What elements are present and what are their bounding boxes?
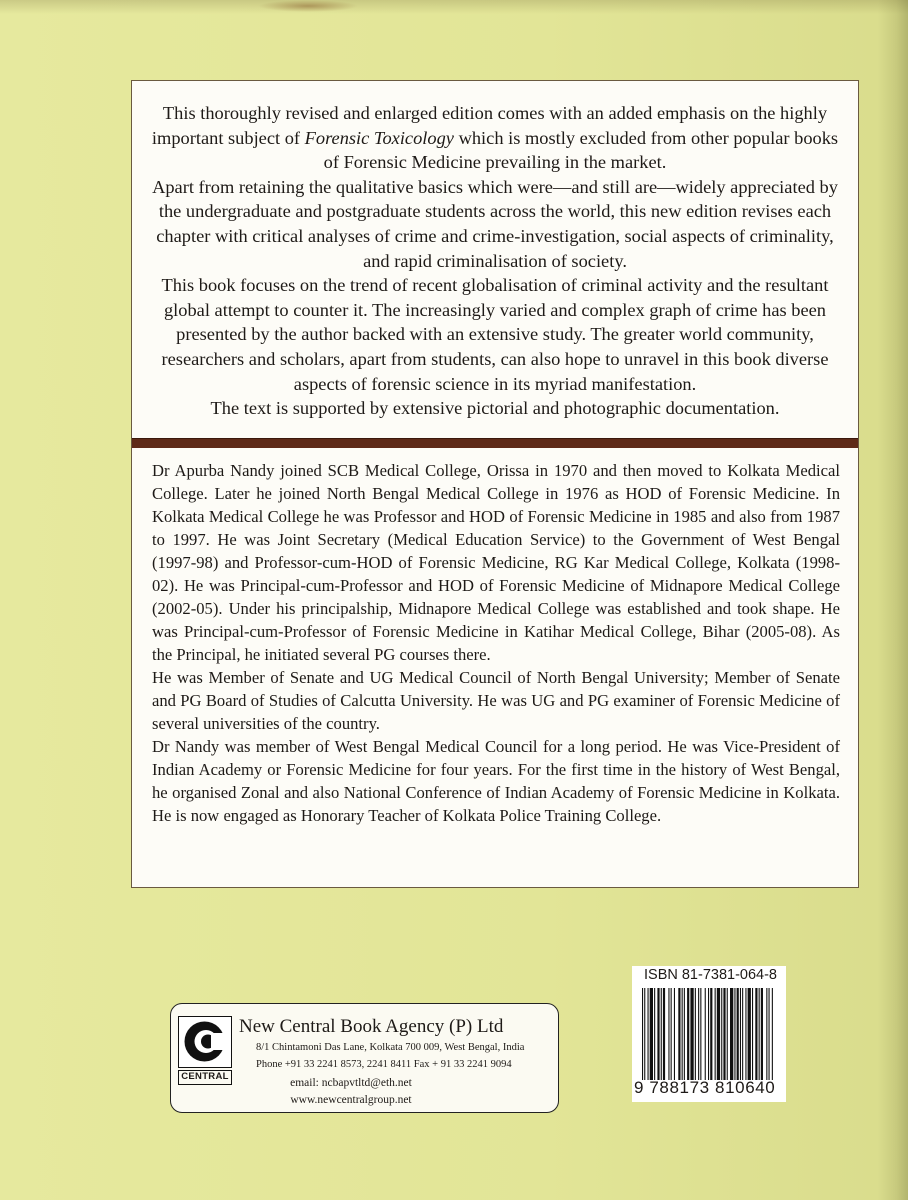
publisher-phone: Phone +91 33 2241 8573, 2241 8411 Fax + 91 33 2241 9094 — [256, 1059, 512, 1070]
barcode-bar — [668, 988, 669, 1080]
publisher-name: New Central Book Agency (P) Ltd — [239, 1016, 504, 1037]
barcode-bar — [740, 988, 741, 1080]
cover-stain — [258, 0, 358, 12]
barcode-bar — [695, 988, 696, 1080]
barcode-bar — [772, 988, 773, 1080]
isbn-barcode-block — [632, 966, 786, 1102]
publisher-logo-label: CENTRAL — [178, 1070, 232, 1085]
barcode-bar — [717, 988, 720, 1080]
barcode-bar — [715, 988, 716, 1080]
blurb-paragraph-2: Apart from retaining the qualitative basics which were—and still are—widely appreciated by the undergraduate and postgraduate students across the world, this new edition revises each chapter with critical analyses of crime and crime-investigation, social aspects of criminality, and rapid criminalisation of society. — [152, 176, 838, 271]
barcode-bar — [766, 988, 767, 1080]
barcode-bar — [700, 988, 701, 1080]
barcode-bar — [648, 988, 649, 1080]
barcode-bar — [682, 988, 683, 1080]
barcode-bar — [644, 988, 645, 1080]
bio-paragraph-3: Dr Nandy was member of West Bengal Medical Council for a long period. He was Vice-President of Indian Academy or Forensic Medicine for four years. For the first time in the history of West Bengal, he organised Zonal and also National Conference of Indian Academy of Forensic Medicine in Kolkata. He is now engaged as Honorary Teacher of Kolkata Police Training College. — [152, 737, 840, 825]
back-cover-text-panel — [131, 80, 859, 888]
book-blurb — [142, 101, 848, 421]
barcode-bar — [657, 988, 659, 1080]
barcode-bar — [661, 988, 662, 1080]
barcode-bar — [671, 988, 672, 1080]
publisher-address: 8/1 Chintamoni Das Lane, Kolkata 700 009, West Bengal, India — [256, 1042, 525, 1053]
barcode-bar — [737, 988, 739, 1080]
barcode-bar — [761, 988, 763, 1080]
barcode-bar — [710, 988, 712, 1080]
barcode-bar — [650, 988, 653, 1080]
barcode-bar — [663, 988, 665, 1080]
blurb-paragraph-3: This book focuses on the trend of recent globalisation of criminal activity and the resultant global attempt to counter it. The increasingly varied and complex graph of crime has been presented by the author backed with an extensive study. The greater world community, researchers and scholars, apart from students, can also hope to unravel in this book diverse aspects of forensic science in its myriad manifestation. — [161, 275, 829, 394]
barcode-bar — [748, 988, 751, 1080]
barcode-bar — [654, 988, 655, 1080]
publisher-logo-mark — [178, 1016, 232, 1068]
barcode-bar — [752, 988, 753, 1080]
barcode-bar — [698, 988, 699, 1080]
blurb-paragraph-4: The text is supported by extensive pictorial and photographic documentation. — [210, 398, 780, 419]
cover-right-edge — [878, 0, 908, 1200]
barcode-bar — [730, 988, 733, 1080]
section-divider — [132, 438, 858, 448]
barcode-bar — [678, 988, 680, 1080]
publisher-email: email: ncbapvtltd@eth.net — [290, 1077, 412, 1089]
barcode-bar — [755, 988, 757, 1080]
blurb-paragraph-1: This thoroughly revised and enlarged edition comes with an added emphasis on the highly important subject of Forensic Toxicology which is mostly excluded from other popular books of Forensic Medicine prevailing in the market. — [151, 103, 839, 173]
barcode-bar — [723, 988, 725, 1080]
barcode-bar — [721, 988, 722, 1080]
barcode-bar — [687, 988, 689, 1080]
barcode-bar — [690, 988, 693, 1080]
barcode-bar — [769, 988, 770, 1080]
isbn-label: ISBN 81-7381-064-8 — [644, 967, 777, 983]
author-bio — [152, 459, 840, 827]
barcode-bar — [708, 988, 709, 1080]
publisher-website: www.newcentralgroup.net — [290, 1094, 412, 1106]
barcode-bar — [734, 988, 735, 1080]
barcode-bar — [642, 988, 643, 1080]
publisher-info-box — [170, 1003, 559, 1113]
barcode-bar — [684, 988, 685, 1080]
barcode-bar — [674, 988, 675, 1080]
barcode-bars — [642, 988, 776, 1080]
publisher-logo — [178, 1016, 232, 1086]
isbn-digits: 9 788173 810640 — [634, 1078, 776, 1097]
barcode-bar — [705, 988, 706, 1080]
barcode-bar — [745, 988, 746, 1080]
bio-paragraph-2: He was Member of Senate and UG Medical Council of North Bengal University; Member of Senate and PG Board of Studies of Calcutta University. He was UG and PG examiner of Forensic Medicine of several universities of the country. — [152, 668, 840, 733]
barcode-bar — [742, 988, 743, 1080]
barcode-bar — [727, 988, 728, 1080]
cover-top-edge — [0, 0, 908, 14]
blurb-emphasis: Forensic Toxicology — [304, 127, 454, 148]
bio-paragraph-1: Dr Apurba Nandy joined SCB Medical College, Orissa in 1970 and then moved to Kolkata Medical College. Later he joined North Bengal Medical College in 1976 as HOD of Forensic Medicine. In Kolkata Medical College he was Professor and HOD of Forensic Medicine in 1985 and also from 1987 to 1997. He was Joint Secretary (Medical Education Service) to the Government of West Bengal (1997-98) and Professor-cum-HOD of Forensic Medicine, RG Kar Medical College, Kolkata (1998-02). He was Principal-cum-Professor and HOD of Forensic Medicine of Midnapore Medical College (2002-05). Under his principalship, Midnapore Medical College was established and took shape. He was Principal-cum-Professor of Forensic Medicine in Katihar Medical College, Bihar (2005-08). As the Principal, he initiated several PG courses there. — [152, 461, 840, 664]
barcode-bar — [759, 988, 760, 1080]
